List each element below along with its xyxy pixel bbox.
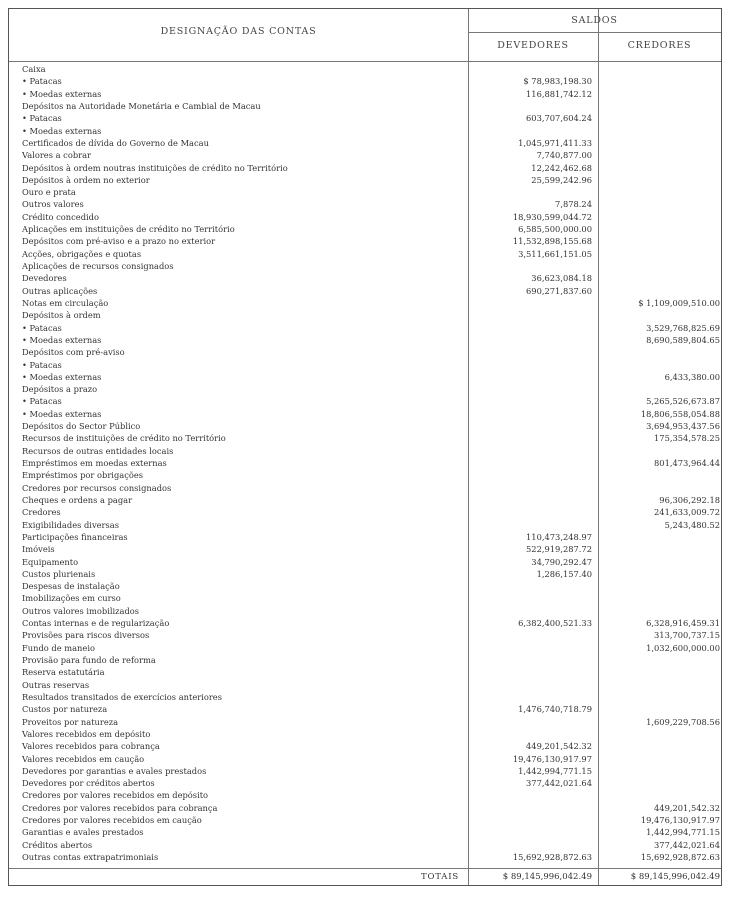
- account-label: Equipamento: [22, 556, 79, 567]
- credores-value: 313,700,737.15: [654, 630, 720, 641]
- table-row: [9, 654, 721, 666]
- account-label: Valores recebidos para cobrança: [22, 741, 160, 752]
- account-label: Depósitos com pré-aviso: [22, 347, 125, 358]
- table-row: [9, 223, 721, 235]
- table-row: [9, 211, 721, 223]
- table-row: [9, 802, 721, 814]
- account-label: Ouro e prata: [22, 187, 76, 198]
- table-row: [9, 556, 721, 568]
- table-row: [9, 826, 721, 838]
- account-label: Depósitos na Autoridade Monetária e Cambial de Macau: [22, 100, 261, 111]
- table-row: [9, 789, 721, 801]
- table-row: [9, 543, 721, 555]
- account-label: Provisão para fundo de reforma: [22, 655, 156, 665]
- table-row: [9, 728, 721, 740]
- account-label: Fundo de maneio: [22, 642, 95, 653]
- table-row: [9, 716, 721, 728]
- account-label: Imóveis: [22, 544, 55, 555]
- account-label: • Moedas externas: [22, 334, 102, 345]
- account-label: Reserva estatutária: [22, 667, 105, 678]
- account-label: Notas em circulação: [22, 297, 109, 308]
- table-row: [9, 814, 721, 826]
- account-label: Devedores por garantias e avales prestados: [22, 765, 207, 776]
- devedores-value: 34,790,292.47: [531, 556, 592, 567]
- table-row: [9, 395, 721, 407]
- table-row: [9, 408, 721, 420]
- table-row: [9, 174, 721, 186]
- credores-value: 3,694,953,437.56: [646, 421, 720, 432]
- table-row: [9, 691, 721, 703]
- table-row: [9, 359, 721, 371]
- table-row: [9, 272, 721, 284]
- account-label: Caixa: [22, 64, 46, 74]
- devedores-value: 690,271,837.60: [526, 285, 592, 296]
- account-label: Acções, obrigações e quotas: [22, 248, 142, 259]
- table-row: [9, 112, 721, 124]
- credores-value: 1,032,600,000.00: [646, 642, 720, 653]
- account-label: Depósitos com pré-aviso e a prazo no exterior: [22, 236, 216, 247]
- credores-value: 801,473,964.44: [654, 458, 720, 468]
- devedores-value: 377,442,021.64: [526, 778, 592, 789]
- account-label: Imobilizações em curso: [22, 593, 121, 604]
- devedores-value: 603,707,604.24: [526, 113, 592, 124]
- header-saldos: SALDOS: [571, 15, 618, 26]
- credores-value: 19,476,130,917.97: [640, 815, 720, 826]
- table-row: [9, 125, 721, 137]
- totals-row: [9, 868, 721, 886]
- account-label: Credores por recursos consignados: [22, 482, 172, 493]
- account-label: Provisões para riscos diversos: [22, 630, 150, 641]
- account-label: Depósitos do Sector Público: [22, 421, 141, 432]
- account-label: Aplicações em instituições de crédito no Território: [22, 224, 235, 235]
- account-label: Crédito concedido: [22, 211, 99, 222]
- table-row: [9, 322, 721, 334]
- credores-value: 377,442,021.64: [654, 839, 720, 850]
- account-label: Credores: [22, 507, 61, 518]
- credores-value: 6,433,380.00: [664, 371, 720, 382]
- credores-value: 15,692,928,872.63: [640, 852, 720, 862]
- table-row: [9, 617, 721, 629]
- devedores-value: 1,045,971,411.33: [518, 137, 592, 148]
- account-label: Recursos de outras entidades locais: [22, 445, 174, 456]
- account-label: Valores recebidos em caução: [22, 753, 145, 764]
- credores-value: 8,690,589,804.65: [646, 334, 720, 345]
- devedores-value: 1,442,994,771.15: [518, 765, 592, 776]
- account-label: • Moedas externas: [22, 408, 102, 419]
- table-row: [9, 75, 721, 87]
- account-label: Empréstimos por obrigações: [22, 470, 144, 481]
- devedores-value: 25,599,242.96: [531, 174, 592, 185]
- table-row: [9, 420, 721, 432]
- table-row: [9, 334, 721, 346]
- account-label: Devedores: [22, 273, 67, 284]
- account-label: Outras reservas: [22, 679, 90, 690]
- account-label: Valores a cobrar: [22, 150, 92, 161]
- account-label: Aplicações de recursos consignados: [22, 261, 174, 271]
- account-label: Garantias e avales prestados: [22, 827, 144, 838]
- account-label: Depósitos à ordem no exterior: [22, 174, 150, 185]
- account-label: • Patacas: [22, 359, 62, 370]
- table-row: [9, 531, 721, 543]
- credores-value: 3,529,768,825.69: [646, 322, 720, 333]
- account-label: Credores por valores recebidos para cobrança: [22, 802, 218, 813]
- table-row: [9, 753, 721, 765]
- table-row: [9, 88, 721, 100]
- devedores-value: 110,473,248.97: [526, 531, 592, 542]
- table-row: [9, 765, 721, 777]
- table-row: [9, 432, 721, 444]
- table-row: [9, 457, 721, 469]
- credores-value: 96,306,292.18: [659, 494, 720, 505]
- table-row: [9, 605, 721, 617]
- account-rows: [9, 63, 721, 863]
- table-row: [9, 285, 721, 297]
- credores-value: 1,609,229,708.56: [646, 716, 720, 727]
- table-row: [9, 297, 721, 309]
- account-label: Valores recebidos em depósito: [22, 728, 151, 739]
- account-label: Credores por valores recebidos em caução: [22, 815, 202, 826]
- devedores-value: 1,476,740,718.79: [518, 704, 592, 715]
- table-row: [9, 494, 721, 506]
- table-row: [9, 445, 721, 457]
- table-row: [9, 371, 721, 383]
- table-row: [9, 642, 721, 654]
- credores-value: $ 1,109,009,510.00: [638, 297, 720, 308]
- account-label: Outros valores imobilizados: [22, 605, 140, 616]
- table-row: [9, 162, 721, 174]
- devedores-value: $ 78,983,198.30: [523, 76, 592, 87]
- devedores-value: 116,881,742.12: [526, 88, 592, 99]
- devedores-value: 36,623,084.18: [531, 273, 592, 284]
- devedores-value: 12,242,462.68: [531, 162, 592, 173]
- header-devedores: DEVEDORES: [497, 40, 569, 51]
- table-row: [9, 198, 721, 210]
- table-row: [9, 469, 721, 481]
- header-credores: CREDORES: [627, 40, 692, 51]
- account-label: Outras aplicações: [22, 285, 98, 296]
- table-row: [9, 592, 721, 604]
- account-label: Depósitos à ordem: [22, 310, 101, 321]
- devedores-value: 11,532,898,155.68: [512, 236, 592, 247]
- devedores-value: 449,201,542.32: [526, 741, 592, 752]
- account-label: Participações financeiras: [22, 531, 128, 542]
- devedores-value: 522,919,287.72: [526, 544, 592, 555]
- credores-value: 18,806,558,054.88: [640, 408, 720, 419]
- devedores-value: 18,930,599,044.72: [512, 211, 592, 222]
- credores-value: 241,633,009.72: [654, 507, 720, 518]
- table-row: [9, 839, 721, 851]
- totals-label: TOTAIS: [421, 872, 459, 882]
- table-row: [9, 383, 721, 395]
- account-label: Despesas de instalação: [22, 581, 120, 592]
- table-row: [9, 506, 721, 518]
- table-row: [9, 346, 721, 358]
- devedores-value: 7,878.24: [555, 199, 592, 210]
- account-label: Recursos de instituições de crédito no Território: [22, 433, 226, 444]
- account-label: • Moedas externas: [22, 371, 102, 382]
- table-row: [9, 629, 721, 641]
- credores-value: 5,265,526,673.87: [646, 396, 720, 407]
- table-row: [9, 235, 721, 247]
- account-label: Proveitos por natureza: [22, 716, 119, 727]
- table-row: [9, 309, 721, 321]
- table-row: [9, 679, 721, 691]
- totals-credores: $ 89,145,996,042.49: [630, 872, 720, 882]
- table-row: [9, 186, 721, 198]
- credores-value: 5,243,480.52: [664, 519, 720, 530]
- table-row: [9, 666, 721, 678]
- credores-value: 449,201,542.32: [654, 802, 720, 813]
- account-label: Depósitos à ordem noutras instituições de crédito no Território: [22, 162, 288, 173]
- account-label: Resultados transitados de exercícios anteriores: [22, 691, 222, 702]
- devedores-value: 19,476,130,917.97: [512, 753, 592, 764]
- account-label: Créditos abertos: [22, 839, 93, 850]
- credores-value: 1,442,994,771.15: [646, 827, 720, 838]
- credores-value: 6,328,916,459.31: [646, 618, 720, 629]
- account-label: Custos plurienais: [22, 568, 96, 579]
- account-label: • Patacas: [22, 113, 62, 124]
- devedores-value: 3,511,661,151.05: [518, 248, 592, 259]
- devedores-value: 15,692,928,872.63: [512, 852, 592, 862]
- account-label: Custos por natureza: [22, 704, 108, 715]
- credores-value: 175,354,578.25: [654, 433, 720, 444]
- balance-table: [8, 8, 722, 886]
- table-row: [9, 740, 721, 752]
- account-label: • Moedas externas: [22, 88, 102, 99]
- table-row: [9, 519, 721, 531]
- account-label: Empréstimos em moedas externas: [22, 458, 167, 468]
- account-label: Outros valores: [22, 199, 84, 210]
- account-label: • Patacas: [22, 76, 62, 87]
- account-label: • Patacas: [22, 396, 62, 407]
- table-row: [9, 568, 721, 580]
- saldos-underline: [468, 32, 721, 33]
- table-row: [9, 63, 721, 75]
- account-label: Depósitos a prazo: [22, 384, 98, 395]
- devedores-value: 6,585,500,000.00: [518, 224, 592, 235]
- header-divider: [9, 61, 721, 62]
- table-row: [9, 580, 721, 592]
- table-row: [9, 149, 721, 161]
- table-row: [9, 703, 721, 715]
- table-row: [9, 137, 721, 149]
- account-label: Devedores por créditos abertos: [22, 778, 155, 789]
- table-row: [9, 482, 721, 494]
- account-label: Certificados de dívida do Governo de Macau: [22, 137, 209, 148]
- header-designacao: DESIGNAÇÃO DAS CONTAS: [160, 26, 317, 37]
- account-label: Cheques e ordens a pagar: [22, 494, 133, 505]
- totals-devedores: $ 89,145,996,042.49: [502, 872, 592, 882]
- table-row: [9, 100, 721, 112]
- devedores-value: 1,286,157.40: [536, 568, 592, 579]
- account-label: Outras contas extrapatrimoniais: [22, 852, 159, 862]
- account-label: • Patacas: [22, 322, 62, 333]
- account-label: Contas internas e de regularização: [22, 618, 170, 629]
- devedores-value: 7,740,877.00: [536, 150, 592, 161]
- table-row: [9, 260, 721, 272]
- table-row: [9, 777, 721, 789]
- table-row: [9, 851, 721, 863]
- account-label: Credores por valores recebidos em depósito: [22, 790, 209, 801]
- account-label: • Moedas externas: [22, 125, 102, 136]
- account-label: Exigibilidades diversas: [22, 519, 119, 530]
- table-row: [9, 248, 721, 260]
- devedores-value: 6,382,400,521.33: [518, 618, 592, 629]
